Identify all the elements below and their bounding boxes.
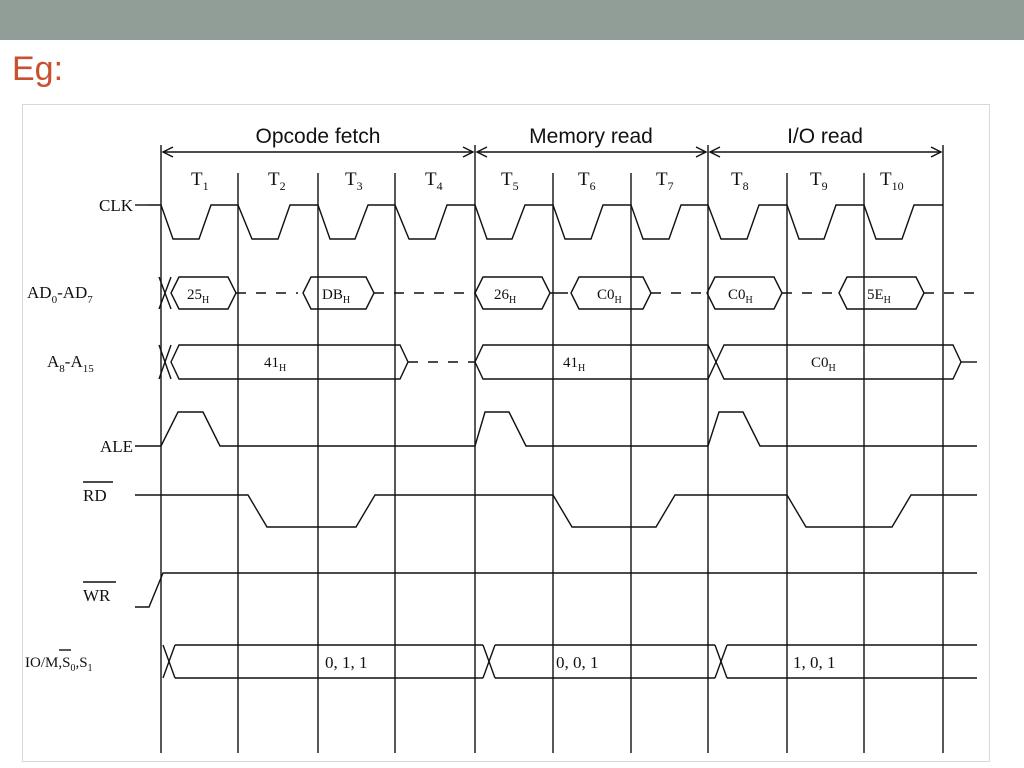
status-value-label: 0, 1, 1 [325, 653, 368, 672]
t-state-label: $T_8$ [731, 169, 749, 193]
section-label-io-read: I/O read [787, 125, 863, 148]
ad-value-label: $DB_H$ [322, 287, 351, 306]
status-signal-label: $IO/M,S_0,S_1$ [25, 655, 93, 674]
timing-diagram [23, 105, 989, 761]
t-state-label: $T_2$ [268, 169, 286, 193]
wr-waveform [135, 573, 977, 607]
clk-waveform [148, 205, 943, 239]
a-value-label: $41_H$ [563, 355, 586, 374]
a-value-label: $C0_H$ [811, 355, 836, 374]
ad-value-label: $26_H$ [494, 287, 517, 306]
wr-label: WR [83, 586, 111, 605]
a-bus-label: $A_8-A_{15}$ [47, 352, 94, 375]
section-label-memory-read: Memory read [529, 125, 653, 148]
ad-bus-waveform [159, 277, 977, 309]
t-state-label: $T_{10}$ [880, 169, 904, 193]
section-label-opcode-fetch: Opcode fetch [255, 125, 381, 148]
status-value-label: 1, 0, 1 [793, 653, 836, 672]
status-value-label: 0, 0, 1 [556, 653, 599, 672]
ad-value-label: $25_H$ [187, 287, 210, 306]
t-state-label: $T_1$ [191, 169, 209, 193]
t-state-label: $T_3$ [345, 169, 363, 193]
title-bar [0, 0, 1024, 40]
t-state-label: $T_6$ [578, 169, 596, 193]
slide-heading: Eg: [12, 50, 64, 88]
t-state-label: $T_9$ [810, 169, 828, 193]
t-state-label: $T_7$ [656, 169, 674, 193]
t-state-label: $T_4$ [425, 169, 443, 193]
ad-bus-label: $AD_0-AD_7$ [27, 283, 93, 306]
rd-label: RD [83, 486, 107, 505]
rd-waveform [135, 495, 977, 527]
ale-label: ALE [99, 437, 133, 456]
clk-label: CLK [99, 196, 133, 215]
t-state-label: $T_5$ [501, 169, 519, 193]
ad-value-label: $C0_H$ [728, 287, 753, 306]
ad-value-label: $C0_H$ [597, 287, 622, 306]
ad-value-label: $5E_H$ [867, 287, 891, 306]
a-value-label: $41_H$ [264, 355, 287, 374]
ale-waveform [135, 412, 977, 446]
timing-diagram-frame [22, 104, 990, 762]
